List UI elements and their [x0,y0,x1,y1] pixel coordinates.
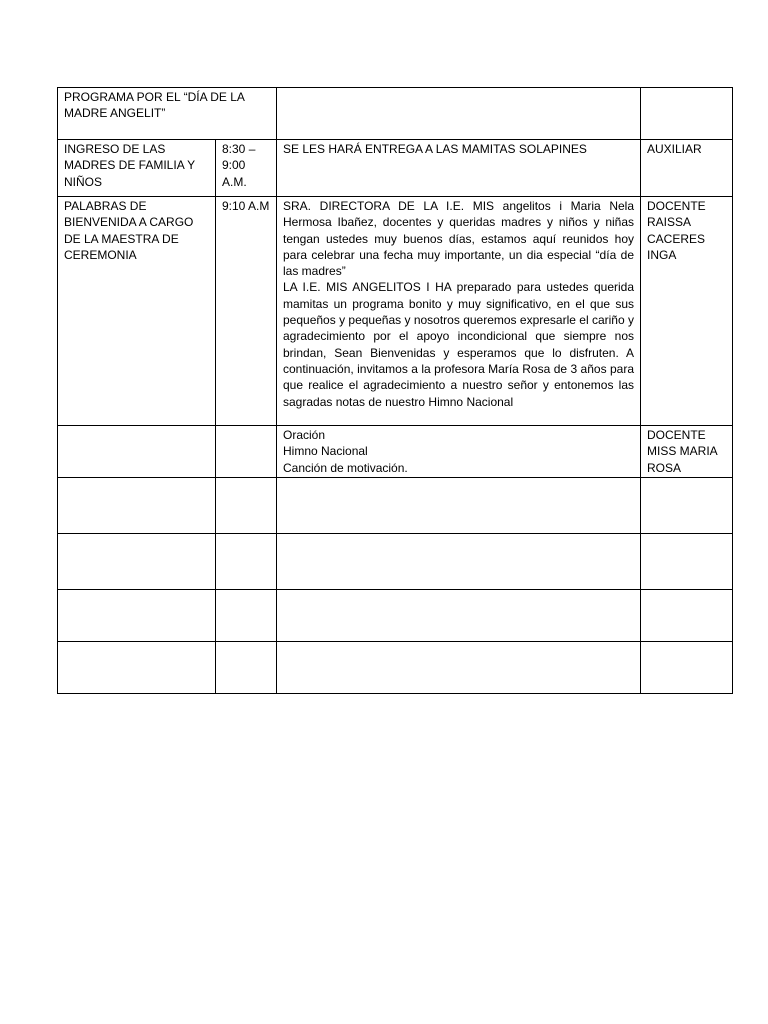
description-paragraph: SRA. DIRECTORA DE LA I.E. MIS angelitos i Maria Nela Hermosa Ibañez, docentes y queridas madres y niños y niñas tengan ustedes muy buenos días, estamos aquí reunidos hoy para celebrar una fecha muy importante, un dia especial “día de las madres” [283,199,634,279]
responsible-cell: DOCENTE MISS MARIA ROSA [641,426,733,478]
empty-cell [277,534,641,590]
table-row [58,140,733,197]
empty-cell [58,590,216,642]
table-row-empty [58,642,733,694]
empty-cell [277,478,641,534]
activity-cell: INGRESO DE LAS MADRES DE FAMILIA Y NIÑOS [58,140,216,197]
table-row-empty [58,534,733,590]
empty-cell [641,478,733,534]
description-line: Oración [283,428,326,442]
empty-cell [216,642,277,694]
table-row [58,197,733,426]
empty-cell [58,642,216,694]
responsible-cell: DOCENTE RAISSA CACERES INGA [641,197,733,426]
program-table [57,87,733,694]
empty-cell [216,534,277,590]
program-title: PROGRAMA POR EL “DÍA DE LA MADRE ANGELIT” [64,90,245,121]
empty-cell [277,88,641,140]
empty-cell [641,590,733,642]
time-cell: 8:30 – 9:00 A.M. [216,140,277,197]
empty-cell [216,590,277,642]
responsible-cell: AUXILIAR [641,140,733,197]
activity-cell [58,426,216,478]
empty-cell [641,534,733,590]
time-cell [216,426,277,478]
table-row-empty [58,590,733,642]
description-cell [277,197,641,426]
time-cell: 9:10 A.M [216,197,277,426]
description-line: Canción de motivación. [283,460,408,475]
empty-cell [641,88,733,140]
description-line: Himno Nacional [283,444,368,459]
empty-cell [277,590,641,642]
description-paragraph: LA I.E. MIS ANGELITOS I HA preparado para ustedes querida mamitas un programa bonito y muy significativo, en el que sus pequeños y pequeñas y nosotros queremos expresarle el cariño y agradecimiento por el apoyo incondicional que siempre nos brindan, Sean Bienvenidas y esperamos que lo disfruten. A continuación, invitamos a la profesora María Rosa de 3 años para que realice el agradecimiento a nuestro señor y entonemos las sagradas notas de nuestro Himno Nacional [283,280,634,409]
description-cell: SE LES HARÁ ENTREGA A LAS MAMITAS SOLAPINES [277,140,641,197]
empty-cell [641,642,733,694]
empty-cell [58,534,216,590]
empty-cell [216,478,277,534]
table-row-empty [58,478,733,534]
table-row-title [58,88,733,140]
description-cell [277,426,641,478]
program-title-cell [58,88,277,140]
table-row [58,426,733,478]
empty-cell [58,478,216,534]
activity-cell: PALABRAS DE BIENVENIDA A CARGO DE LA MAESTRA DE CEREMONIA [58,197,216,426]
empty-cell [277,642,641,694]
